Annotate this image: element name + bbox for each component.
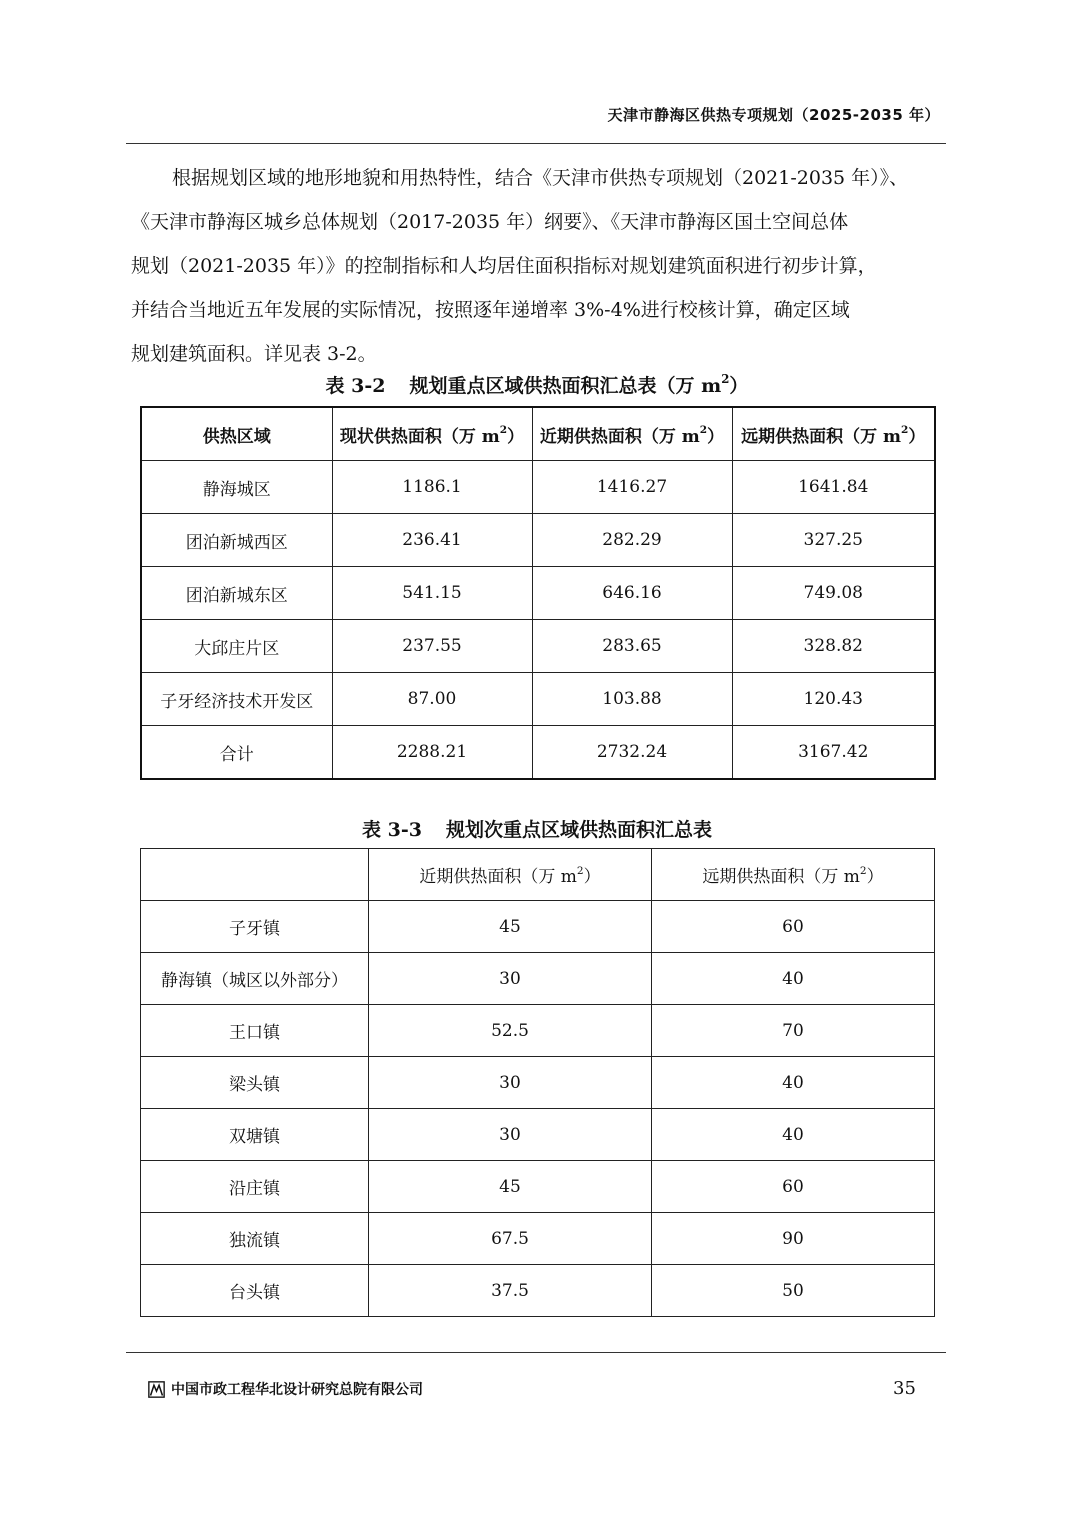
paragraph-line: 《天津市静海区城乡总体规划（2017-2035 年）纲要》、《天津市静海区国土空间总体 [131, 211, 849, 233]
table-row [141, 673, 935, 726]
table-cell: 60 [652, 901, 935, 953]
table-cell: 237.55 [332, 620, 532, 673]
table-cell: 40 [652, 1057, 935, 1109]
caption-title: 规划重点区域供热面积汇总表（万 m [409, 375, 722, 397]
page-number: 35 [893, 1378, 916, 1399]
caption-title: 规划次重点区域供热面积汇总表 [445, 819, 712, 841]
column-header: 远期供热面积（万 $m^2$） [652, 849, 935, 901]
table-cell: 大邱庄片区 [141, 620, 332, 673]
caption-number: 表 3-3 [362, 819, 422, 841]
paragraph-line: 并结合当地近五年发展的实际情况，按照逐年递增率 3%-4%进行校核计算，确定区域 [131, 299, 850, 321]
table-row [141, 514, 935, 567]
table-cell: 87.00 [332, 673, 532, 726]
table-cell: 2732.24 [532, 726, 732, 780]
company-logo-icon [148, 1381, 165, 1398]
table-3-2 [140, 406, 936, 780]
table-cell: 2288.21 [332, 726, 532, 780]
organization-name: 中国市政工程华北设计研究总院有限公司 [171, 1382, 423, 1398]
table-header-row [141, 407, 935, 461]
table-cell: 70 [652, 1005, 935, 1057]
table-cell: 独流镇 [141, 1213, 369, 1265]
table-cell: 台头镇 [141, 1265, 369, 1317]
column-header: 近期供热面积（万 $m^2$） [369, 849, 652, 901]
table-3-3 [140, 848, 935, 1317]
caption-superscript: 2 [721, 371, 730, 386]
table-cell: 45 [369, 901, 652, 953]
table-row [141, 953, 935, 1005]
body-paragraph [131, 156, 945, 376]
column-header-empty [141, 849, 369, 901]
table-cell: 王口镇 [141, 1005, 369, 1057]
column-header: 现状供热面积（万 $m^2$） [332, 407, 532, 461]
table-row [141, 1109, 935, 1161]
table-row-total [141, 726, 935, 780]
table-cell: 子牙经济技术开发区 [141, 673, 332, 726]
caption-number: 表 3-2 [325, 375, 386, 397]
table-cell: 50 [652, 1265, 935, 1317]
table-3-2-caption [0, 371, 1074, 398]
table-cell: 1416.27 [532, 461, 732, 514]
table-cell: 静海城区 [141, 461, 332, 514]
table-row [141, 901, 935, 953]
table-cell: 40 [652, 953, 935, 1005]
table-cell: 646.16 [532, 567, 732, 620]
table-3-3-caption [0, 815, 1074, 842]
table-header-row [141, 849, 935, 901]
footer-divider [126, 1352, 946, 1353]
table-cell: 30 [369, 1109, 652, 1161]
table-row [141, 1005, 935, 1057]
running-header: 天津市静海区供热专项规划（2025-2035 年） [607, 106, 940, 124]
paragraph-line: 根据规划区域的地形地貌和用热特性，结合《天津市供热专项规划（2021-2035 年）》、 [172, 167, 909, 189]
table-cell: 团泊新城西区 [141, 514, 332, 567]
table-cell: 40 [652, 1109, 935, 1161]
table-row [141, 1265, 935, 1317]
table-cell: 3167.42 [732, 726, 935, 780]
table-cell: 30 [369, 1057, 652, 1109]
table-row [141, 567, 935, 620]
table-cell: 45 [369, 1161, 652, 1213]
header-divider [126, 143, 946, 144]
paragraph-line: 规划（2021-2035 年）》的控制指标和人均居住面积指标对规划建筑面积进行初步计算， [131, 255, 877, 277]
table-cell: 子牙镇 [141, 901, 369, 953]
column-header: 供热区域 [141, 407, 332, 461]
table-row [141, 1057, 935, 1109]
table-cell: 90 [652, 1213, 935, 1265]
table-cell: 328.82 [732, 620, 935, 673]
table-row [141, 1213, 935, 1265]
table-cell: 合计 [141, 726, 332, 780]
table-cell: 团泊新城东区 [141, 567, 332, 620]
table-cell: 67.5 [369, 1213, 652, 1265]
table-row [141, 1161, 935, 1213]
table-cell: 541.15 [332, 567, 532, 620]
table-cell: 52.5 [369, 1005, 652, 1057]
footer-organization [148, 1379, 423, 1399]
caption-close: ） [729, 375, 749, 397]
table-cell: 静海镇（城区以外部分） [141, 953, 369, 1005]
table-cell: 283.65 [532, 620, 732, 673]
table-cell: 60 [652, 1161, 935, 1213]
table-cell: 327.25 [732, 514, 935, 567]
table-cell: 30 [369, 953, 652, 1005]
paragraph-line: 规划建筑面积。详见表 3-2。 [131, 343, 377, 365]
table-cell: 236.41 [332, 514, 532, 567]
table-row [141, 461, 935, 514]
table-cell: 沿庄镇 [141, 1161, 369, 1213]
table-cell: 梁头镇 [141, 1057, 369, 1109]
table-cell: 37.5 [369, 1265, 652, 1317]
column-header: 近期供热面积（万 $m^2$） [532, 407, 732, 461]
table-cell: 103.88 [532, 673, 732, 726]
column-header: 远期供热面积（万 $m^2$） [732, 407, 935, 461]
table-cell: 1186.1 [332, 461, 532, 514]
table-cell: 双塘镇 [141, 1109, 369, 1161]
table-cell: 282.29 [532, 514, 732, 567]
table-cell: 120.43 [732, 673, 935, 726]
table-cell: 749.08 [732, 567, 935, 620]
table-row [141, 620, 935, 673]
table-cell: 1641.84 [732, 461, 935, 514]
